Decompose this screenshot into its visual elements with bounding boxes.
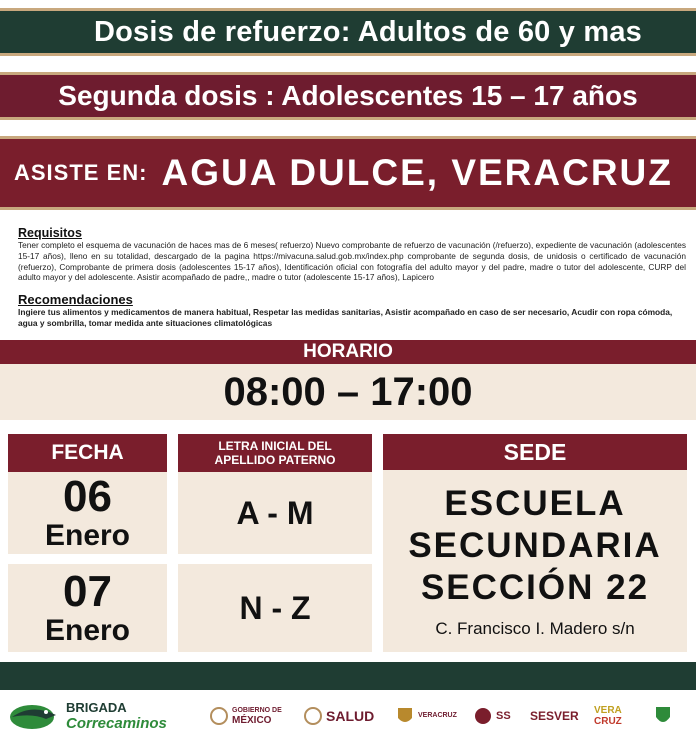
sede-header-label: SEDE bbox=[503, 438, 567, 465]
sede-header bbox=[383, 434, 687, 470]
logo-strip bbox=[0, 690, 696, 742]
salud-label: SALUD bbox=[326, 708, 375, 724]
veracruz-logo bbox=[594, 705, 646, 727]
fecha-header-label: FECHA bbox=[51, 441, 124, 464]
horario-hours: 08:00 – 17:00 bbox=[223, 369, 473, 414]
ss-logo bbox=[474, 707, 522, 725]
veracruz-gobierno-logo bbox=[396, 706, 466, 726]
sede-address: C. Francisco I. Madero s/n bbox=[435, 619, 635, 638]
horario-hours-band bbox=[0, 364, 696, 420]
fecha-month-2: Enero bbox=[44, 614, 131, 647]
fecha-cell-1 bbox=[8, 472, 167, 554]
horario-label: HORARIO bbox=[303, 341, 393, 362]
salud-seal-icon bbox=[304, 707, 322, 725]
gobierno-mexico-logo bbox=[210, 707, 296, 726]
letra-header-label: LETRA INICIAL DEL APELLIDO PATERNO bbox=[214, 439, 336, 467]
recomendaciones-section bbox=[18, 292, 686, 329]
mexico-label: MÉXICO bbox=[232, 714, 272, 726]
requisitos-section bbox=[18, 226, 686, 283]
fecha-day-2: 07 bbox=[63, 567, 112, 616]
fecha-header bbox=[8, 434, 167, 472]
brigada-label: BRIGADA bbox=[66, 700, 127, 715]
sesver-logo bbox=[530, 709, 586, 723]
letra-range-2: N - Z bbox=[239, 589, 311, 626]
ss-label: SS bbox=[496, 710, 511, 722]
recomendaciones-title: Recomendaciones bbox=[18, 292, 133, 307]
roadrunner-icon bbox=[6, 701, 62, 731]
municipal-shield-icon bbox=[654, 705, 672, 727]
municipal-logo bbox=[654, 705, 674, 727]
veracruz-label: VERACRUZ bbox=[418, 712, 457, 719]
letra-cell-2 bbox=[178, 564, 372, 652]
sesver-label: SESVER bbox=[530, 709, 579, 723]
banner-segunda-dosis bbox=[0, 72, 696, 120]
recomendaciones-text: Ingiere tus alimentos y medicamentos de manera habitual, Respetar las medidas sanitarias, Asistir acompañado en caso de ser necesario, Acudir con ropa cómoda, agua y sombrilla, tomar medida ante situaciones climatológicas bbox=[18, 307, 673, 328]
sede-line-3: SECCIÓN 22 bbox=[420, 568, 650, 607]
ss-seal-icon bbox=[474, 707, 492, 725]
sede-cell bbox=[383, 470, 687, 652]
correcaminos-label: Correcaminos bbox=[66, 715, 167, 732]
footer-band bbox=[0, 662, 696, 690]
requisitos-text: Tener completo el esquema de vacunación de haces mas de 6 meses( refuerzo) Nuevo comprobante de refuerzo de vacunación (/refuerzo), expediente de vacunación (adolescentes 15-17 años), lleno en su totalidad, descargado de la pagina https://mivacuna.salud.gob.mx/index.php comprobante de segunda dosis, de unidosis o certificado de vacunación (refuerzo), Comprobante de primera dosis (adolescentes 15-17 años), Identificación oficial con fotografía del adulto mayor y del padre, madre o tutor del adolescente, CURP del adulto mayor y del adolescente. Asistir acompañado de padre,, madre o tutor (adolescente 15-17 años), Lapicero bbox=[18, 240, 686, 283]
sede-line-1: ESCUELA bbox=[444, 484, 626, 523]
banner-refuerzo-text: Dosis de refuerzo: Adultos de 60 y mas bbox=[93, 15, 642, 48]
letra-header bbox=[178, 434, 372, 472]
asiste-label: ASISTE EN: bbox=[14, 160, 148, 185]
letra-range-1: A - M bbox=[236, 494, 314, 531]
eagle-seal-icon bbox=[210, 707, 228, 725]
location-name: AGUA DULCE, VERACRUZ bbox=[161, 152, 673, 193]
fecha-month-1: Enero bbox=[44, 519, 131, 552]
vera-label: VERA bbox=[594, 705, 622, 716]
requisitos-title: Requisitos bbox=[18, 226, 82, 240]
fecha-cell-2 bbox=[8, 564, 167, 652]
banner-location bbox=[0, 136, 696, 210]
fecha-day-1: 06 bbox=[63, 472, 112, 521]
gobierno-label: GOBIERNO DE bbox=[232, 706, 282, 714]
cruz-label: CRUZ bbox=[594, 716, 622, 727]
salud-logo bbox=[304, 707, 388, 725]
banner-refuerzo bbox=[0, 8, 696, 56]
sede-line-2: SECUNDARIA bbox=[408, 526, 662, 565]
letra-cell-1 bbox=[178, 472, 372, 554]
horario-header bbox=[0, 340, 696, 364]
brigada-logo bbox=[6, 700, 202, 732]
banner-segunda-text: Segunda dosis : Adolescentes 15 – 17 años bbox=[58, 80, 638, 111]
veracruz-shield-icon bbox=[396, 706, 414, 726]
